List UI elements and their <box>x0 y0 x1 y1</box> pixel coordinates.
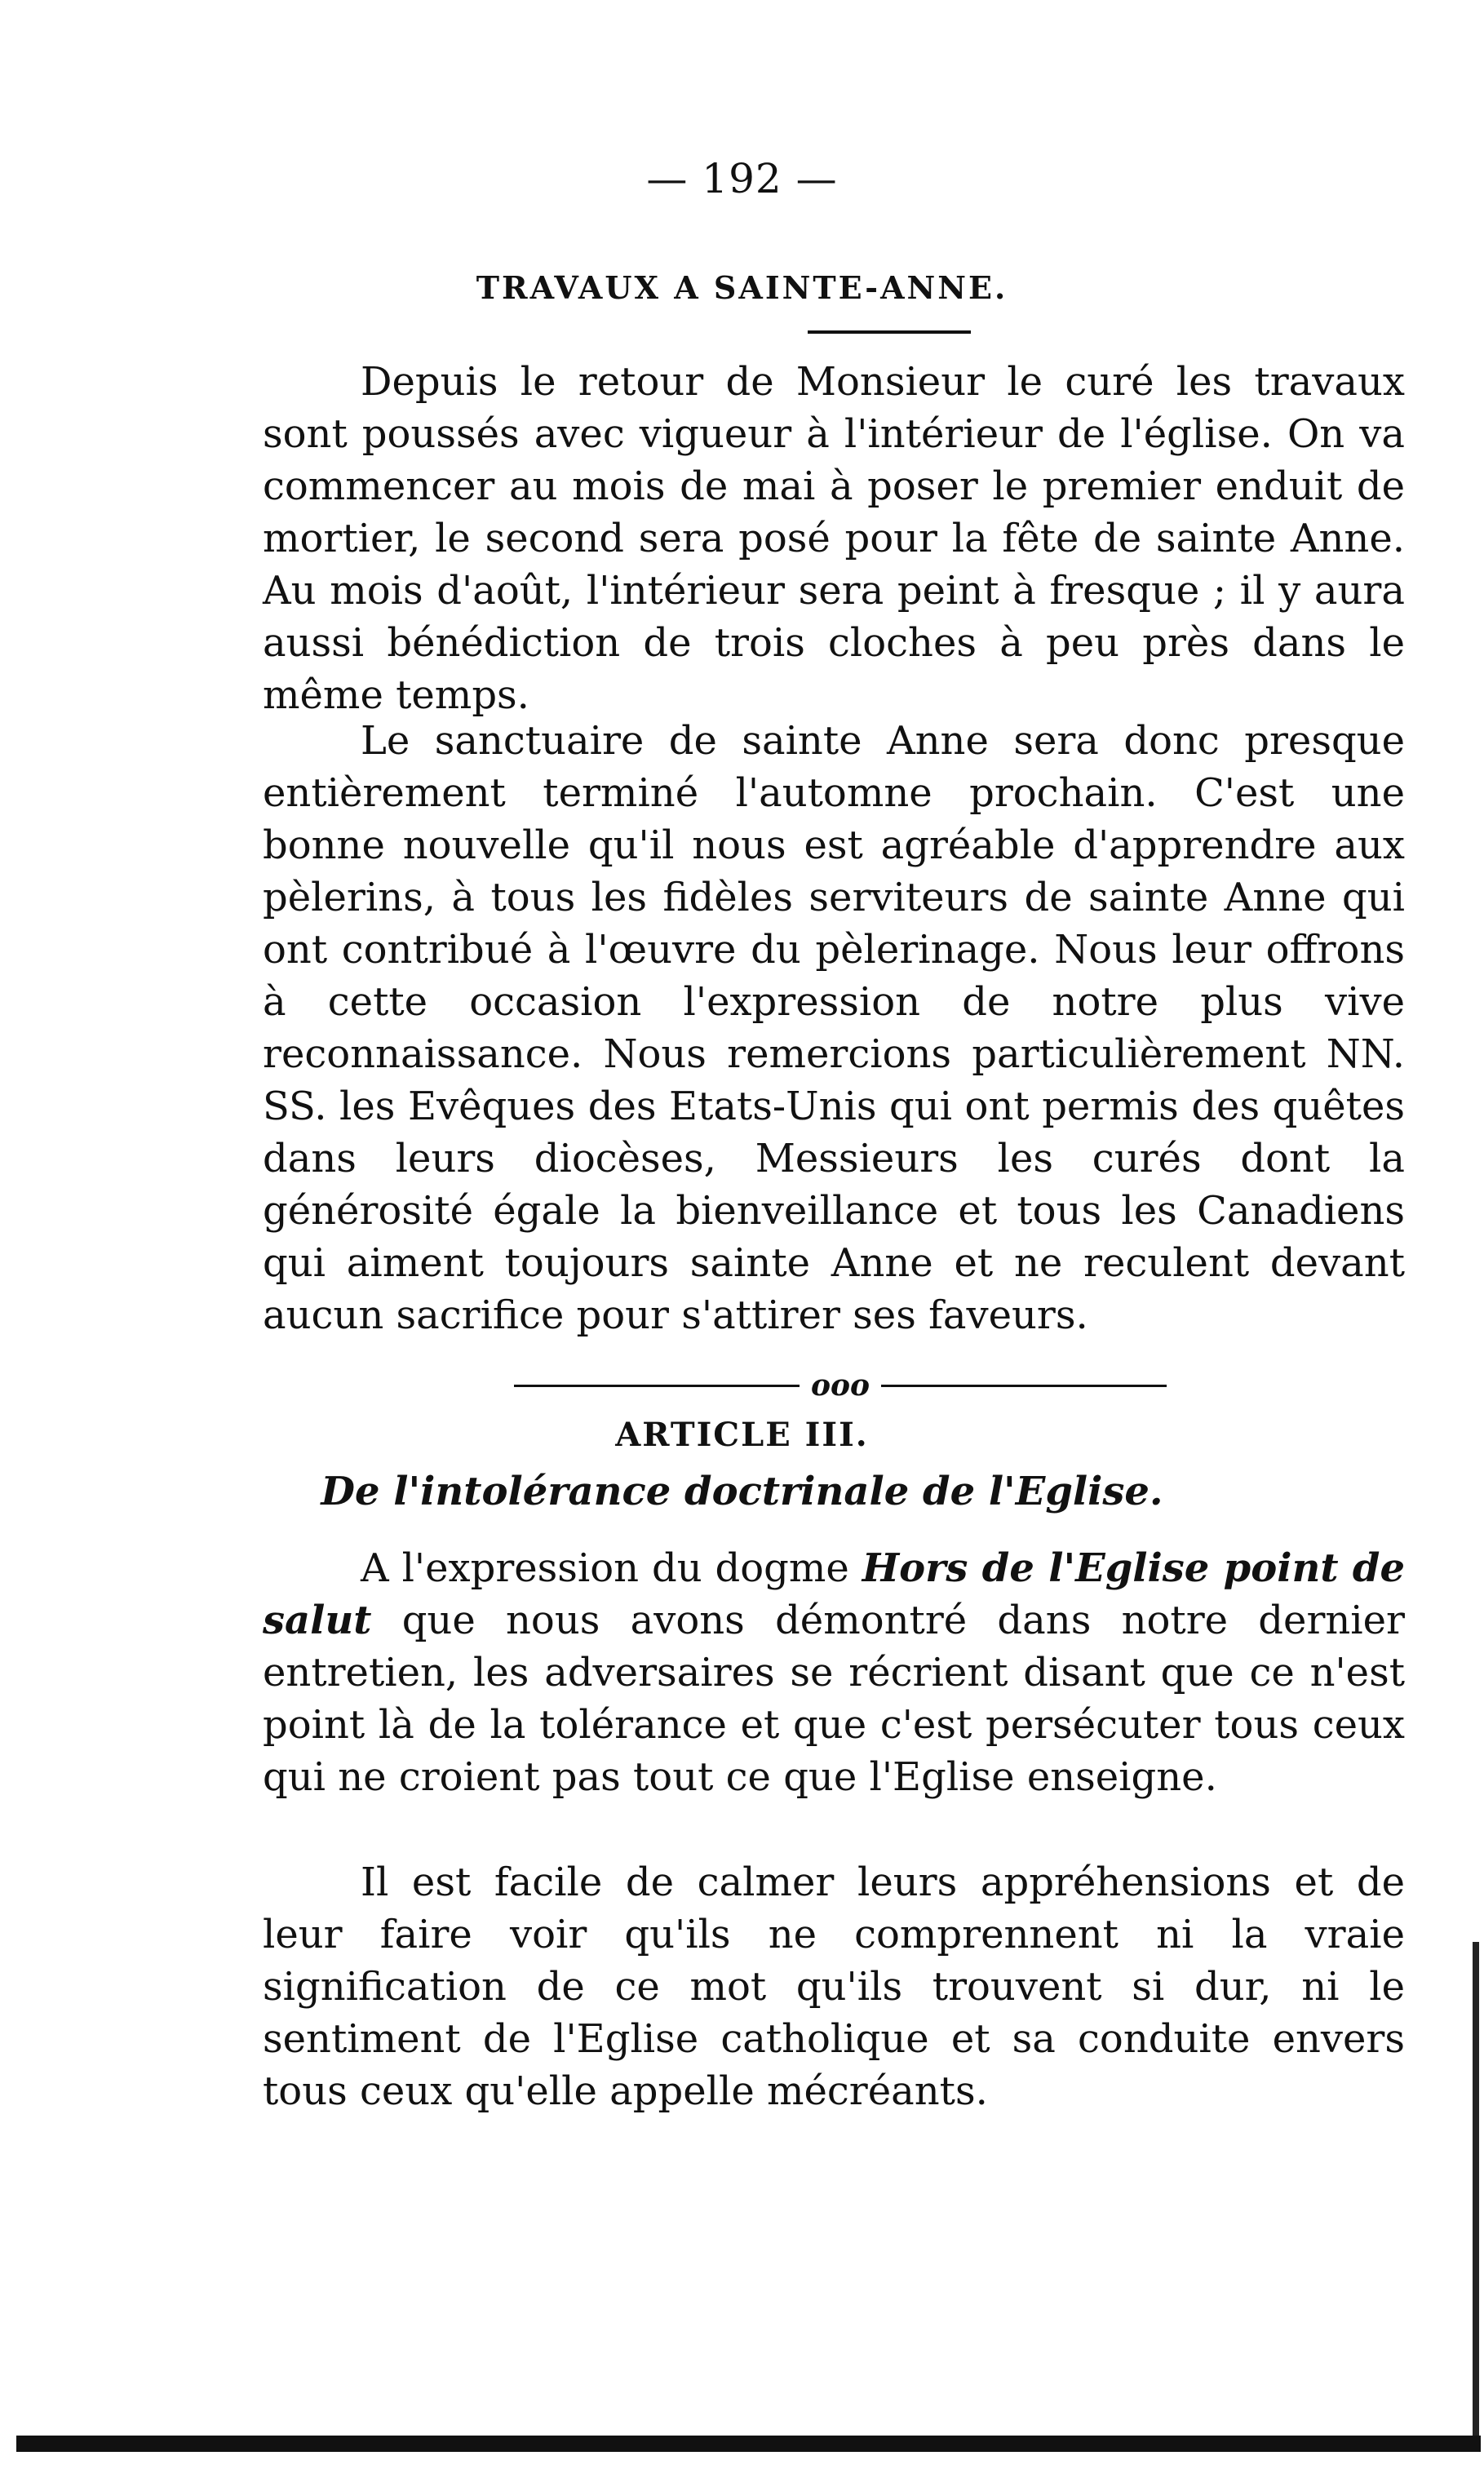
paragraph-dogma-intro: A l'expression du dogme <box>361 1545 862 1591</box>
page-edge-shadow <box>1473 1942 1479 2448</box>
dogma-phrase: Hors de l'Eglise point de salut <box>263 1545 1406 1643</box>
section-separator <box>514 1369 1167 1402</box>
article-subtitle: De l'intolérance doctrinale de l'Eglise. <box>321 1469 1163 1514</box>
separator-line-left <box>514 1385 800 1387</box>
section-title: TRAVAUX A SAINTE-ANNE. <box>476 269 1008 306</box>
page-number: — 192 — <box>646 155 838 202</box>
title-underline <box>808 330 971 334</box>
page-bottom-edge <box>16 2436 1481 2452</box>
paragraph-sanctuary: Le sanctuaire de sainte Anne sera donc presque entièrement terminé l'automne prochain. C'est une bonne nouvelle qu'il nous est agréable d'apprendre aux pèlerins, à tous les fidèles serviteurs de sainte Anne qui ont contribué à l'œuvre du pèlerinage. Nous leur offrons à cette occasion l'expression de notre plus vive reconnaissance. Nous remercions particulièrement NN. SS. les Evêques des Etats-Unis qui ont permis des quêtes dans leurs diocèses, Messieurs les curés dont la générosité égale la bienveillance et tous les Canadiens qui aiment toujours sainte Anne et ne reculent devant aucun sacrifice pour s'attirer ses faveurs. <box>263 718 1405 1338</box>
separator-mark: ooo <box>810 1368 870 1403</box>
paragraph-dogma <box>263 1542 1405 1803</box>
paragraph-works: Depuis le retour de Monsieur le curé les travaux sont poussés avec vigueur à l'intérieur de l'église. On va commencer au mois de mai à poser le premier enduit de mortier, le second sera posé pour la fête de sainte Anne. Au mois d'août, l'intérieur sera peint à fresque ; il y aura aussi bénédiction de trois cloches à peu près dans le même temps. <box>263 359 1405 718</box>
article-heading: ARTICLE III. <box>615 1416 869 1454</box>
paragraph-apprehensions: Il est facile de calmer leurs appréhensions et de leur faire voir qu'ils ne comprennent ni la vraie signification de ce mot qu'ils trouvent si dur, ni le sentiment de l'Eglise catholique et sa conduite envers tous ceux qu'elle appelle mécréants. <box>263 1860 1405 2114</box>
separator-line-right <box>881 1385 1167 1387</box>
paragraph-dogma-rest: que nous avons démontré dans notre dernier entretien, les adversaires se récrient disant que ce n'est point là de la tolérance et que c'est persécuter tous ceux qui ne croient pas tout ce que l'Eglise enseigne. <box>263 1598 1405 1800</box>
